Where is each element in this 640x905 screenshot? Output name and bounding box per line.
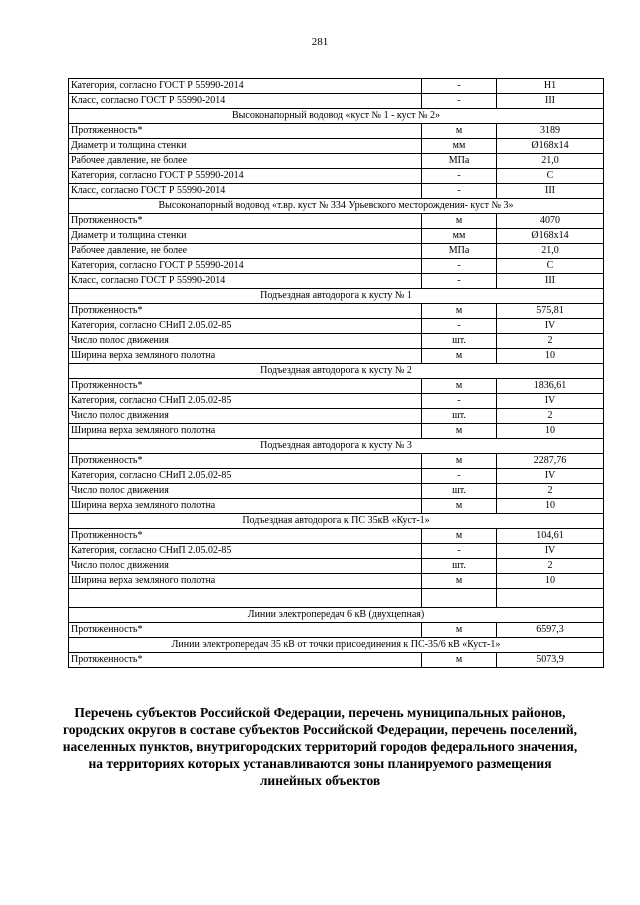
unit-cell: -: [422, 319, 497, 334]
section-row: [69, 439, 604, 454]
unit-cell: -: [422, 469, 497, 484]
value-cell: IV: [497, 394, 604, 409]
unit-cell: -: [422, 79, 497, 94]
parameter-cell: Протяженность*: [69, 623, 422, 638]
parameter-cell: Диаметр и толщина стенки: [69, 229, 422, 244]
parameter-cell: Категория, согласно ГОСТ Р 55990-2014: [69, 169, 422, 184]
unit-cell: мм: [422, 139, 497, 154]
unit-cell: МПа: [422, 244, 497, 259]
table-row: [69, 379, 604, 394]
table-row: [69, 349, 604, 364]
unit-cell: м: [422, 304, 497, 319]
unit-cell: м: [422, 349, 497, 364]
value-cell: 10: [497, 499, 604, 514]
unit-cell: м: [422, 424, 497, 439]
value-cell: 104,61: [497, 529, 604, 544]
value-cell: 3189: [497, 124, 604, 139]
unit-cell: шт.: [422, 484, 497, 499]
page-number: 281: [311, 36, 329, 48]
parameter-cell: Протяженность*: [69, 124, 422, 139]
table-row: [69, 469, 604, 484]
value-cell: III: [497, 94, 604, 109]
unit-cell: м: [422, 499, 497, 514]
section-heading: Перечень субъектов Российской Федерации, перечень муниципальных районов, городских округов в составе субъектов Российской Федерации, перечень поселений, населенных пунктов, внутригородских территорий городов федерального значения, на территориях которых устанавливаются зоны планируемого размещения линейных объектов: [62, 705, 578, 788]
unit-cell: -: [422, 394, 497, 409]
value-cell: 2: [497, 409, 604, 424]
parameter-cell: Протяженность*: [69, 214, 422, 229]
section-row: [69, 608, 604, 623]
table-row: [69, 319, 604, 334]
table-row: [69, 304, 604, 319]
table-row: [69, 394, 604, 409]
table-row: [69, 334, 604, 349]
value-cell: 1836,61: [497, 379, 604, 394]
section-title: Высоконапорный водовод «т.вр. куст № 334 Урьевского месторождения- куст № 3»: [69, 199, 604, 214]
parameter-cell: Категория, согласно ГОСТ Р 55990-2014: [69, 259, 422, 274]
value-cell: 6597,3: [497, 623, 604, 638]
section-row: [69, 638, 604, 653]
empty-row: [69, 589, 604, 608]
parameter-cell: Класс, согласно ГОСТ Р 55990-2014: [69, 184, 422, 199]
value-cell: 10: [497, 349, 604, 364]
section-title: Линии электропередач 6 кВ (двухцепная): [69, 608, 604, 623]
table-row: [69, 184, 604, 199]
unit-cell: шт.: [422, 559, 497, 574]
parameter-cell: Рабочее давление, не более: [69, 154, 422, 169]
table-row: [69, 274, 604, 289]
value-cell: 21,0: [497, 244, 604, 259]
section-title: Подъездная автодорога к кусту № 1: [69, 289, 604, 304]
parameter-cell: Категория, согласно СНиП 2.05.02-85: [69, 544, 422, 559]
value-cell: С: [497, 169, 604, 184]
section-title: Линии электропередач 35 кВ от точки присоединения к ПС-35/6 кВ «Куст-1»: [69, 638, 604, 653]
parameter-cell: Число полос движения: [69, 409, 422, 424]
parameter-cell: Протяженность*: [69, 304, 422, 319]
parameter-cell: Ширина верха земляного полотна: [69, 424, 422, 439]
value-cell: IV: [497, 319, 604, 334]
section-title: Подъездная автодорога к кусту № 3: [69, 439, 604, 454]
specification-table: [68, 78, 604, 668]
section-row: [69, 514, 604, 529]
section-title: Подъездная автодорога к ПС 35кВ «Куст-1»: [69, 514, 604, 529]
parameter-cell: Протяженность*: [69, 529, 422, 544]
parameter-cell: Протяженность*: [69, 653, 422, 668]
table-row: [69, 409, 604, 424]
table-row: [69, 154, 604, 169]
value-cell: 575,81: [497, 304, 604, 319]
value-cell: 4070: [497, 214, 604, 229]
parameter-cell: Число полос движения: [69, 484, 422, 499]
empty-cell: [497, 589, 604, 608]
unit-cell: -: [422, 274, 497, 289]
table-row: [69, 559, 604, 574]
table-row: [69, 229, 604, 244]
unit-cell: м: [422, 653, 497, 668]
parameter-cell: Категория, согласно СНиП 2.05.02-85: [69, 319, 422, 334]
parameter-cell: Ширина верха земляного полотна: [69, 349, 422, 364]
value-cell: 10: [497, 424, 604, 439]
parameter-cell: Ширина верха земляного полотна: [69, 574, 422, 589]
table-row: [69, 79, 604, 94]
table-row: [69, 653, 604, 668]
empty-cell: [422, 589, 497, 608]
value-cell: 2: [497, 334, 604, 349]
value-cell: Ø168х14: [497, 229, 604, 244]
specification-table-body: [69, 79, 604, 668]
table-row: [69, 623, 604, 638]
parameter-cell: Протяженность*: [69, 454, 422, 469]
value-cell: 21,0: [497, 154, 604, 169]
unit-cell: -: [422, 169, 497, 184]
section-row: [69, 199, 604, 214]
unit-cell: мм: [422, 229, 497, 244]
table-row: [69, 169, 604, 184]
parameter-cell: Класс, согласно ГОСТ Р 55990-2014: [69, 94, 422, 109]
parameter-cell: Категория, согласно ГОСТ Р 55990-2014: [69, 79, 422, 94]
unit-cell: м: [422, 379, 497, 394]
section-title: Высоконапорный водовод «куст № 1 - куст № 2»: [69, 109, 604, 124]
unit-cell: -: [422, 94, 497, 109]
unit-cell: МПа: [422, 154, 497, 169]
value-cell: С: [497, 259, 604, 274]
empty-cell: [69, 589, 422, 608]
parameter-cell: Категория, согласно СНиП 2.05.02-85: [69, 394, 422, 409]
table-row: [69, 499, 604, 514]
value-cell: 2: [497, 484, 604, 499]
table-row: [69, 454, 604, 469]
table-row: [69, 484, 604, 499]
table-row: [69, 139, 604, 154]
table-row: [69, 259, 604, 274]
table-row: [69, 544, 604, 559]
unit-cell: -: [422, 259, 497, 274]
value-cell: 10: [497, 574, 604, 589]
unit-cell: м: [422, 454, 497, 469]
unit-cell: -: [422, 544, 497, 559]
parameter-cell: Число полос движения: [69, 559, 422, 574]
value-cell: IV: [497, 544, 604, 559]
table-row: [69, 529, 604, 544]
value-cell: III: [497, 274, 604, 289]
unit-cell: м: [422, 529, 497, 544]
table-row: [69, 94, 604, 109]
unit-cell: м: [422, 623, 497, 638]
parameter-cell: Ширина верха земляного полотна: [69, 499, 422, 514]
parameter-cell: Протяженность*: [69, 379, 422, 394]
table-row: [69, 574, 604, 589]
section-row: [69, 109, 604, 124]
value-cell: 5073,9: [497, 653, 604, 668]
table-row: [69, 244, 604, 259]
value-cell: Ø168х14: [497, 139, 604, 154]
parameter-cell: Диаметр и толщина стенки: [69, 139, 422, 154]
parameter-cell: Класс, согласно ГОСТ Р 55990-2014: [69, 274, 422, 289]
section-title: Подъездная автодорога к кусту № 2: [69, 364, 604, 379]
value-cell: Н1: [497, 79, 604, 94]
table-row: [69, 124, 604, 139]
table-row: [69, 424, 604, 439]
parameter-cell: Рабочее давление, не более: [69, 244, 422, 259]
value-cell: 2: [497, 559, 604, 574]
unit-cell: м: [422, 124, 497, 139]
value-cell: IV: [497, 469, 604, 484]
unit-cell: м: [422, 214, 497, 229]
parameter-cell: Число полос движения: [69, 334, 422, 349]
value-cell: 2287,76: [497, 454, 604, 469]
unit-cell: -: [422, 184, 497, 199]
unit-cell: шт.: [422, 334, 497, 349]
table-row: [69, 214, 604, 229]
unit-cell: м: [422, 574, 497, 589]
section-row: [69, 364, 604, 379]
unit-cell: шт.: [422, 409, 497, 424]
parameter-cell: Категория, согласно СНиП 2.05.02-85: [69, 469, 422, 484]
section-row: [69, 289, 604, 304]
value-cell: III: [497, 184, 604, 199]
